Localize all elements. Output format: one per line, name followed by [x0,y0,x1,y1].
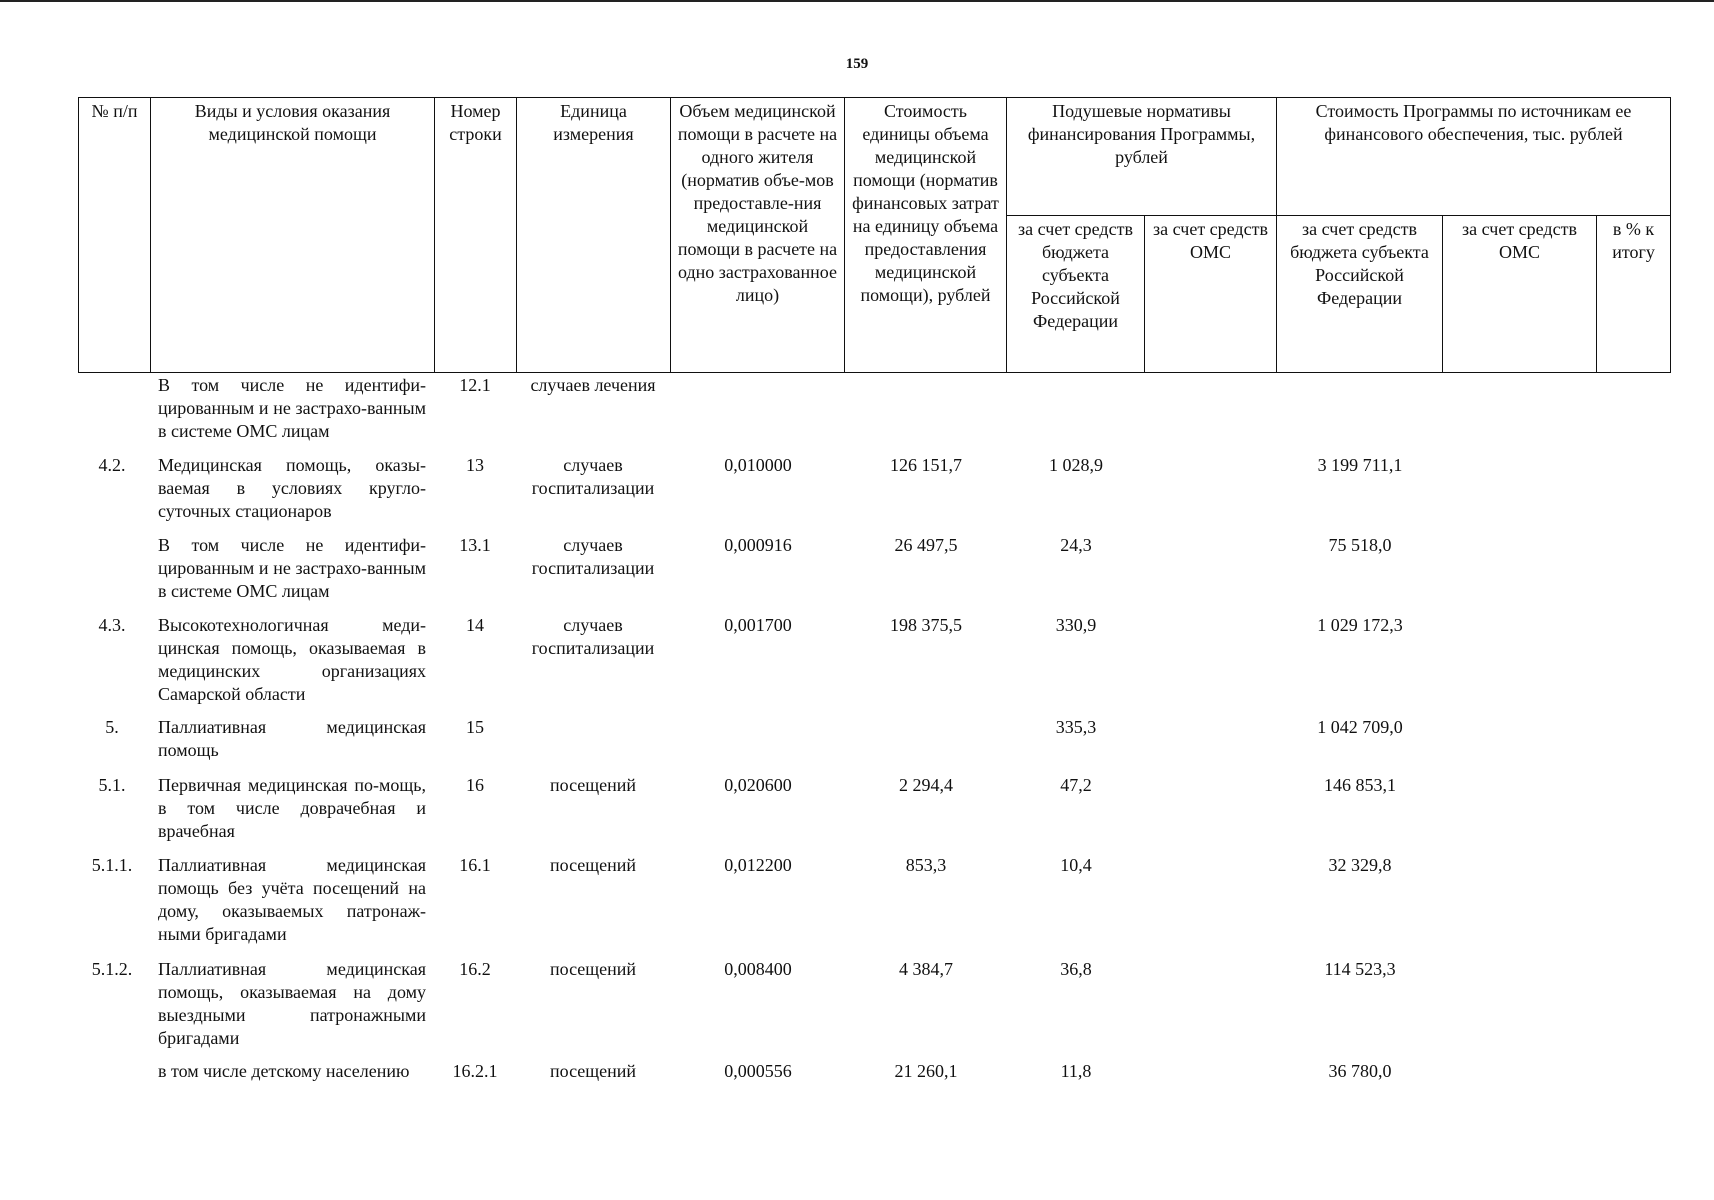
header-per-capita-budget: за счет средств бюджета субъекта Российской Федерации [1007,216,1145,373]
row-name: В том числе не идентифи-цированным и не застрахо-ванным в системе ОМС лицам [158,535,426,601]
row-volume: 0,012200 [724,855,792,875]
row-unit: посещений [549,1061,637,1081]
header-per-capita-oms: за счет средств ОМС [1145,216,1277,373]
table-header [78,97,1671,373]
row-unit-cost: 21 260,1 [894,1061,958,1081]
row-program-budget: 36 780,0 [1328,1061,1392,1081]
row-program-budget: 114 523,3 [1324,959,1396,979]
row-unit: посещений [549,775,637,795]
row-line-number: 16.1 [459,855,491,875]
row-name: Паллиативная медицинская помощь [158,717,426,760]
row-line-number: 13.1 [459,535,491,555]
header-num: № п/п [79,98,151,373]
row-unit-cost: 198 375,5 [890,615,962,635]
row-per-capita-budget: 11,8 [1060,1061,1092,1081]
row-unit: посещений [549,855,637,875]
row-per-capita-budget: 1 028,9 [1049,455,1103,475]
header-unit: Единица измерения [517,98,671,373]
row-num: 5.1. [98,775,126,795]
header-per-capita: Подушевые нормативы финансирования Программы, рублей [1007,98,1277,216]
row-program-budget: 3 199 711,1 [1317,455,1403,475]
row-name: Первичная медицинская по-мощь, в том числе доврачебная и врачебная [158,775,426,841]
row-line-number: 16.2.1 [452,1061,498,1081]
row-volume: 0,010000 [724,455,792,475]
row-program-budget: 75 518,0 [1328,535,1392,555]
row-per-capita-budget: 335,3 [1055,717,1097,737]
row-volume: 0,001700 [724,615,792,635]
row-num: 4.2. [98,455,126,475]
row-unit-cost: 853,3 [905,855,947,875]
header-cost: Стоимость единицы объема медицинской помощи (норматив финансовых затрат на единицу объема предоставления медицинской помощи), рублей [845,98,1007,373]
row-program-budget: 146 853,1 [1324,775,1396,795]
row-per-capita-budget: 36,8 [1060,959,1092,979]
row-line-number: 12.1 [459,375,491,395]
row-unit: случаев госпитализации [531,615,655,658]
row-unit-cost: 4 384,7 [899,959,953,979]
row-name: Паллиативная медицинская помощь без учёта посещений на дому, оказываемых патронаж-ными бригадами [158,855,426,944]
row-program-budget: 1 042 709,0 [1317,717,1403,737]
row-unit: случаев лечения [530,375,656,395]
top-border-line [0,0,1714,2]
row-unit: случаев госпитализации [531,455,655,498]
row-num: 5. [105,717,119,737]
header-line: Номер строки [435,98,517,373]
row-name: Высокотехнологичная меди-цинская помощь, оказываемая в медицинских организациях Самарской области [158,615,426,704]
row-line-number: 16.2 [459,959,491,979]
row-program-budget: 32 329,8 [1328,855,1392,875]
header-program-budget: за счет средств бюджета субъекта Российской Федерации [1277,216,1443,373]
row-unit: случаев госпитализации [531,535,655,578]
row-line-number: 15 [466,717,484,737]
row-line-number: 14 [466,615,484,635]
header-program-oms: за счет средств ОМС [1443,216,1597,373]
row-num: 4.3. [98,615,126,635]
row-unit: посещений [549,959,637,979]
row-per-capita-budget: 24,3 [1060,535,1092,555]
row-num: 5.1.1. [91,855,133,875]
row-program-budget: 1 029 172,3 [1317,615,1403,635]
row-unit-cost: 126 151,7 [890,455,962,475]
row-line-number: 16 [466,775,484,795]
row-line-number: 13 [466,455,484,475]
row-volume: 0,020600 [724,775,792,795]
row-per-capita-budget: 47,2 [1060,775,1092,795]
header-program-pct: в % к итогу [1597,216,1671,373]
row-volume: 0,000916 [724,535,792,555]
row-per-capita-budget: 330,9 [1055,615,1097,635]
row-name: В том числе не идентифи-цированным и не застрахо-ванным в системе ОМС лицам [158,375,426,441]
row-unit-cost: 2 294,4 [899,775,953,795]
header-name: Виды и условия оказания медицинской помощи [151,98,435,373]
header-program-cost: Стоимость Программы по источникам ее финансового обеспечения, тыс. рублей [1277,98,1671,216]
row-volume: 0,000556 [724,1061,792,1081]
row-name: Паллиативная медицинская помощь, оказываемая на дому выездными патронажными бригадами [158,959,426,1048]
row-unit-cost: 26 497,5 [894,535,958,555]
page-number: 159 [845,56,869,72]
row-num: 5.1.2. [91,959,133,979]
row-name: Медицинская помощь, оказы-ваемая в условиях кругло-суточных стационаров [158,455,426,521]
row-name: в том числе детскому населению [158,1061,410,1081]
row-volume: 0,008400 [724,959,792,979]
header-volume: Объем медицинской помощи в расчете на одного жителя (норматив объе-мов предоставле-ния медицинской помощи в расчете на одно застрахованное лицо) [671,98,845,373]
row-per-capita-budget: 10,4 [1060,855,1092,875]
